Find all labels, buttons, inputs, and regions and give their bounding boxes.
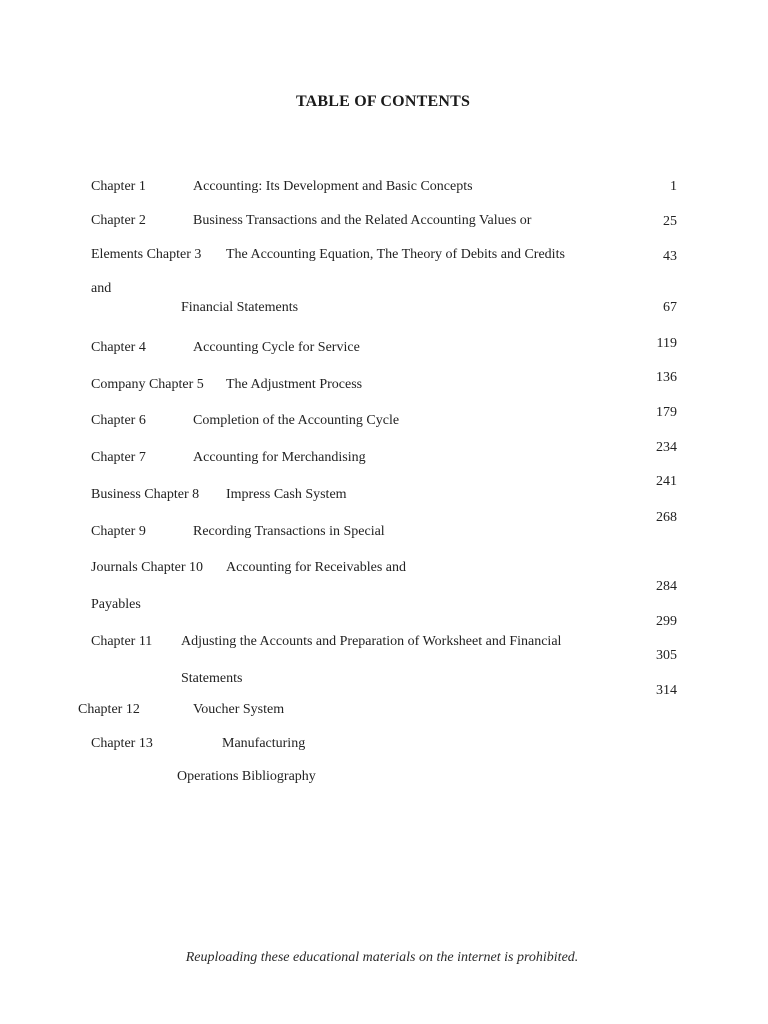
toc-chapter-label: Business Chapter 8 [91,487,200,502]
toc-chapter-label: Journals Chapter 10 [91,560,203,575]
toc-page-number: 179 [656,405,677,420]
toc-chapter-title: Accounting: Its Development and Basic Concepts [193,179,473,194]
toc-page-number: 43 [663,249,677,264]
toc-page-number: 284 [656,579,677,594]
toc-chapter-title: Manufacturing [222,736,306,751]
toc-continuation: Financial Statements [181,300,299,315]
toc-page-number: 314 [656,683,677,698]
toc-chapter-title: Adjusting the Accounts and Preparation of Worksheet and Financial [181,634,562,649]
toc-chapter-label: Chapter 2 [91,213,146,228]
toc-page-number: 25 [663,214,677,229]
toc-chapter-label: Company Chapter 5 [91,377,204,392]
copyright-notice: Reuploading these educational materials on the internet is prohibited. [185,950,579,965]
toc-chapter-label: Chapter 9 [91,524,146,539]
toc-chapter-title: Completion of the Accounting Cycle [193,413,400,428]
toc-chapter-title: The Adjustment Process [226,377,363,392]
toc-chapter-title: Accounting Cycle for Service [193,340,360,355]
toc-page-number: 241 [656,474,677,489]
toc-chapter-label: Chapter 7 [91,450,146,465]
toc-chapter-label: Chapter 12 [78,702,140,717]
toc-page-number: 299 [656,614,677,629]
toc-chapter-title: Accounting for Merchandising [193,450,366,465]
toc-chapter-title: Impress Cash System [226,487,347,502]
toc-page-number: 119 [656,336,677,351]
toc-continuation: Operations Bibliography [177,769,316,784]
toc-chapter-label: Chapter 1 [91,179,146,194]
toc-page-number: 67 [663,300,677,315]
toc-chapter-label: Elements Chapter 3 [91,247,202,262]
toc-chapter-title: Business Transactions and the Related Accounting Values or [193,213,532,228]
toc-chapter-title: Accounting for Receivables and [226,560,406,575]
toc-continuation: Statements [181,671,243,686]
toc-page-number: 305 [656,648,677,663]
toc-page-number: 136 [656,370,677,385]
toc-chapter-title: The Accounting Equation, The Theory of Debits and Credits [226,247,565,262]
toc-chapter-title: Voucher System [193,702,285,717]
toc-chapter-label: Chapter 6 [91,413,146,428]
toc-continuation: Payables [91,597,141,612]
toc-chapter-title: Recording Transactions in Special [193,524,385,539]
toc-page-number: 1 [670,179,677,194]
toc-chapter-label: Chapter 4 [91,340,146,355]
toc-chapter-label: Chapter 13 [91,736,153,751]
toc-chapter-label: Chapter 11 [91,634,153,649]
toc-continuation: and [91,281,112,296]
page-title: TABLE OF CONTENTS [295,93,471,110]
toc-page-number: 268 [656,510,677,525]
toc-page-number: 234 [656,440,677,455]
